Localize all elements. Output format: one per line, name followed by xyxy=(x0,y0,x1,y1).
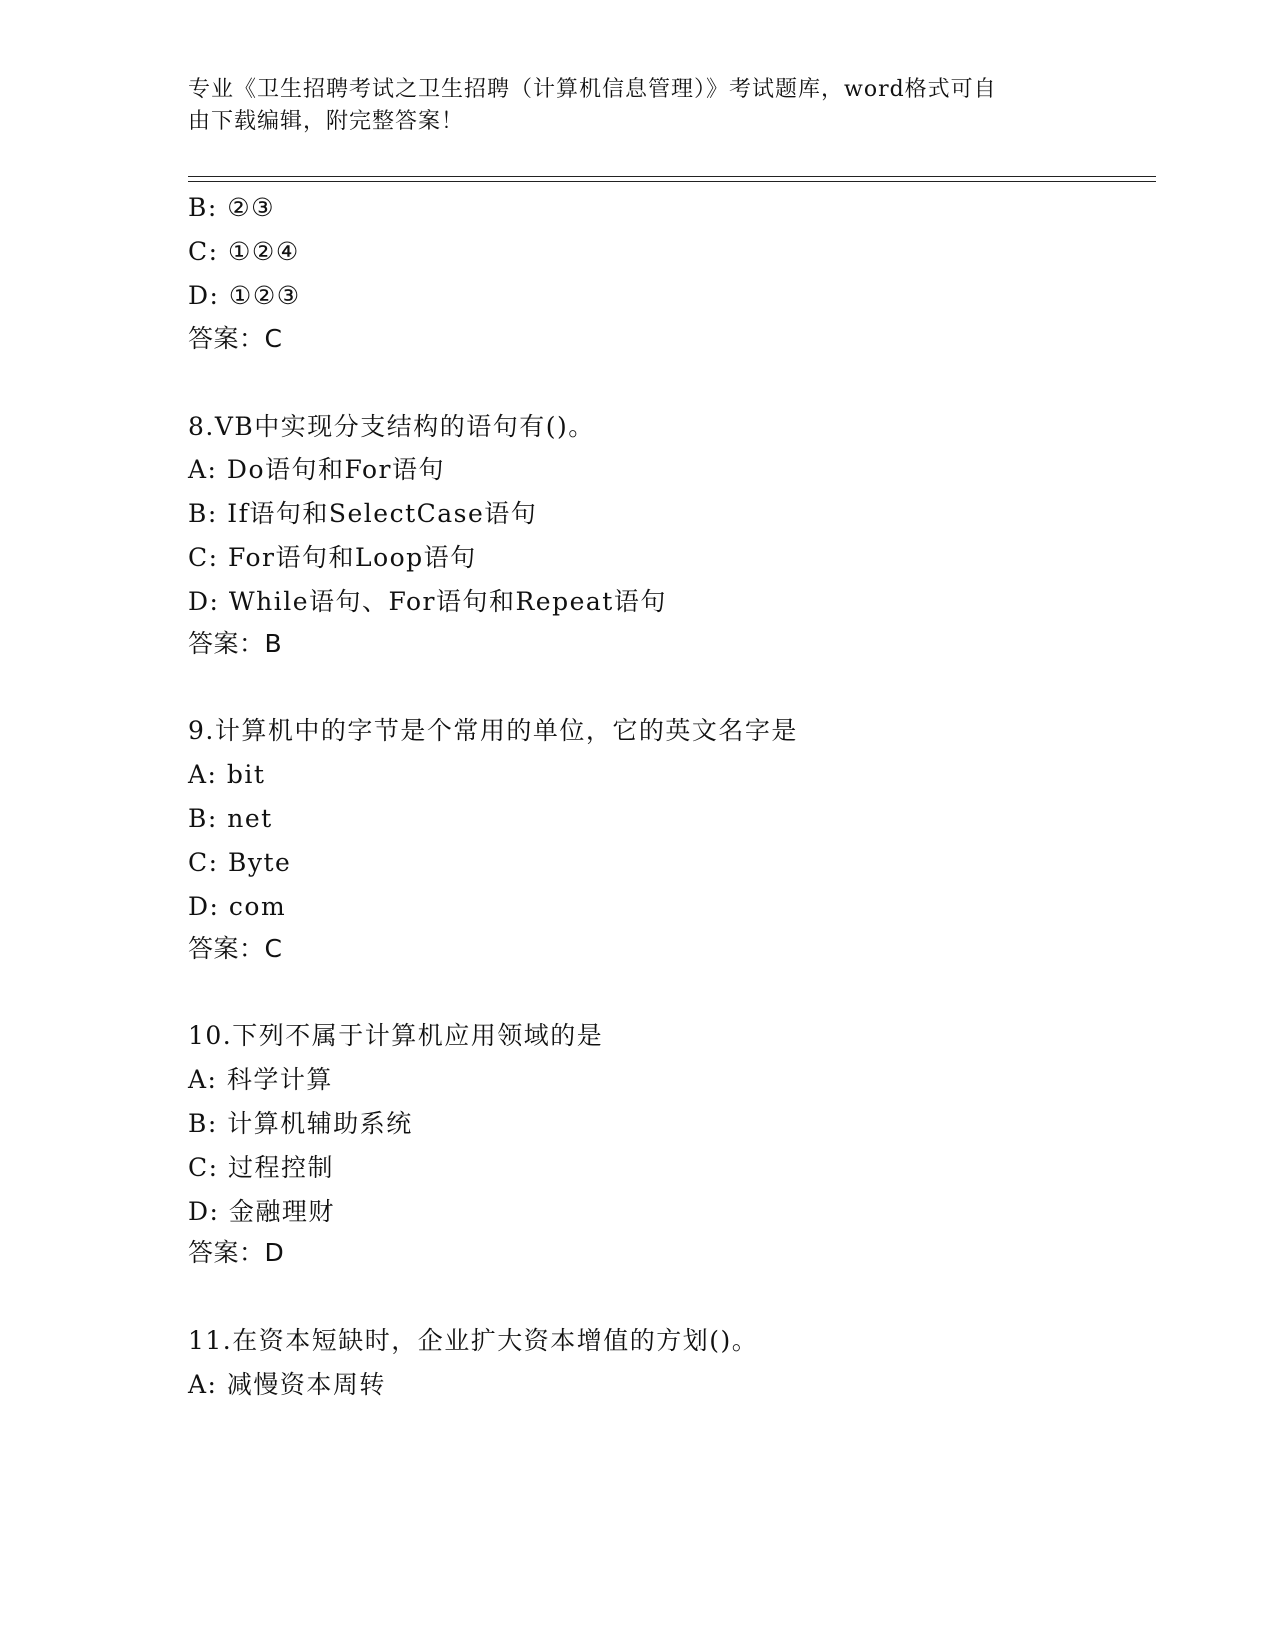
question-8-stem: 8.VB中实现分支结构的语句有()。 xyxy=(188,412,595,441)
header-divider-top xyxy=(188,176,1156,177)
question-9-option-c: C: Byte xyxy=(188,848,292,877)
question-10-option-a: A: 科学计算 xyxy=(188,1065,333,1094)
header-line-1: 专业《卫生招聘考试之卫生招聘（计算机信息管理）》考试题库，word格式可自 xyxy=(188,77,997,102)
question-11-option-a: A: 减慢资本周转 xyxy=(188,1370,386,1399)
document-header xyxy=(188,74,1068,138)
question-9-stem: 9.计算机中的字节是个常用的单位，它的英文名字是 xyxy=(188,716,798,745)
prev-option-b: B: ②③ xyxy=(188,193,276,222)
prev-option-d: D: ①②③ xyxy=(188,281,301,310)
question-8-answer: 答案：B xyxy=(188,629,283,658)
question-9-option-a: A: bit xyxy=(188,760,266,789)
question-10-answer: 答案：D xyxy=(188,1238,285,1267)
header-line-2: 由下载编辑，附完整答案！ xyxy=(188,109,465,134)
header-divider-bottom xyxy=(188,181,1156,182)
question-8-option-b: B: If语句和SelectCase语句 xyxy=(188,499,538,528)
question-10-stem: 10.下列不属于计算机应用领域的是 xyxy=(188,1021,604,1050)
question-8-option-a: A: Do语句和For语句 xyxy=(188,455,446,484)
question-9-option-b: B: net xyxy=(188,804,273,833)
question-9-option-d: D: com xyxy=(188,892,287,921)
prev-option-c: C: ①②④ xyxy=(188,237,300,266)
question-10-option-b: B: 计算机辅助系统 xyxy=(188,1109,413,1138)
question-10-option-d: D: 金融理财 xyxy=(188,1197,335,1226)
question-11-stem: 11.在资本短缺时，企业扩大资本增值的方划()。 xyxy=(188,1326,759,1355)
question-9-answer: 答案：C xyxy=(188,934,283,963)
question-8-option-c: C: For语句和Loop语句 xyxy=(188,543,477,572)
question-8-option-d: D: While语句、For语句和Repeat语句 xyxy=(188,587,667,616)
prev-answer: 答案：C xyxy=(188,324,283,353)
question-10-option-c: C: 过程控制 xyxy=(188,1153,334,1182)
